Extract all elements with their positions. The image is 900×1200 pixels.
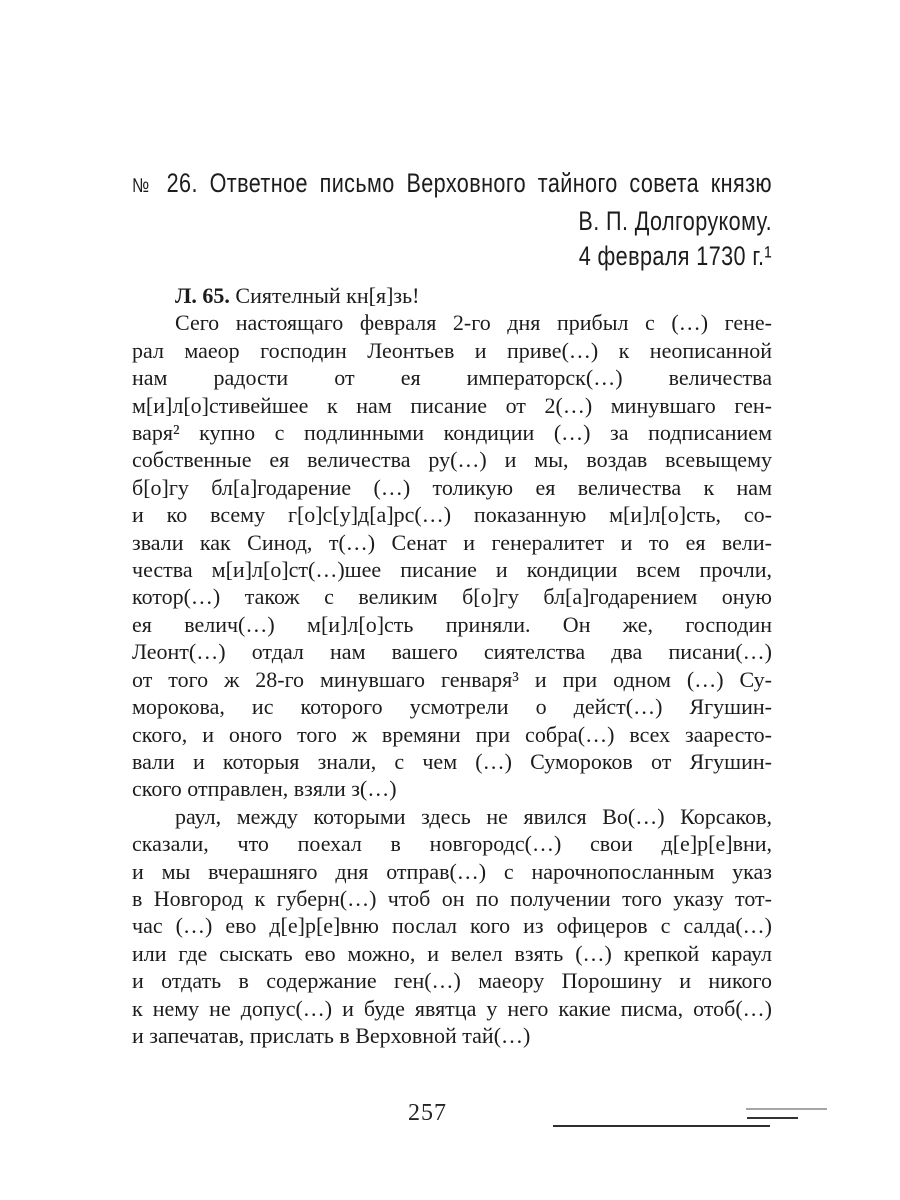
heading-line-1 [132, 166, 772, 204]
text-line: ского, и оного того ж времяни при собра(…) всех зааресто- [132, 721, 772, 747]
scan-artifact-rule-mid [747, 1117, 798, 1119]
heading-title-text: 26. Ответное письмо Верховного тайного совета князю [166, 168, 772, 198]
text-line: или где сыскать ево можно, и велел взять (…) крепкой караул [132, 940, 772, 966]
text-line: б[о]гу бл[а]годарение (…) толикую ея величества к нам [132, 474, 772, 500]
text-line: в Новгород к губерн(…) чтоб он по получении того указу тот- [132, 885, 772, 911]
leaf-number-label: Л. 65. [175, 283, 230, 308]
heading-line-3: 4 февраля 1730 г.¹ [578, 241, 772, 271]
text-line: сказали, что поехал в новгородс(…) свои д[е]р[е]вни, [132, 831, 772, 857]
scan-artifact-rule-gray [746, 1108, 827, 1110]
text-line: к нему не допус(…) и буде явятца у него какие писма, отоб(…) [132, 995, 772, 1021]
text-line: звали как Синод, т(…) Сенат и генералитет и то ея вели- [132, 529, 772, 555]
text-line: собственные ея величества ру(…) и мы, воздав всевыщему [132, 447, 772, 473]
document-body [132, 282, 772, 1049]
text-line: ея велич(…) м[и]л[о]сть приняли. Он же, господин [132, 611, 772, 637]
text-line: и отдать в содержание ген(…) маеору Порошину и никого [132, 968, 772, 994]
text-line: от того ж 28-го минувшаго генваря³ и при одном (…) Су- [132, 666, 772, 692]
text-line: вали и которыя знали, с чем (…) Сумороков от Ягушин- [132, 748, 772, 774]
text-line: варя² купно с подлинными кондиции (…) за подписанием [132, 420, 772, 446]
scan-artifact-rule-long [553, 1125, 770, 1127]
text-line: раул, между которыми здесь не явился Во(…) Корсаков, [175, 803, 772, 829]
salutation-text: Сиятелный кн[я]зь! [235, 283, 420, 308]
text-line: Сего настоящаго февраля 2-го дня прибыл с (…) гене- [175, 310, 772, 336]
text-line: чества м[и]л[о]ст(…)шее писание и кондиции всем прочли, [132, 557, 772, 583]
text-line: ского отправлен, взяли з(…) [132, 776, 397, 802]
text-line: рал маеор господин Леонтьев и приве(…) к неописанной [132, 337, 772, 363]
text-line: и ко всему г[о]с[у]д[а]рс(…) показанную м[и]л[о]сть, со- [132, 502, 772, 528]
text-line: м[и]л[о]стивейшее к нам писание от 2(…) минувшаго ген- [132, 392, 772, 418]
text-line: и мы вчерашняго дня отправ(…) с нарочнопосланным указ [132, 858, 772, 884]
text-line: час (…) ево д[е]р[е]вню послал кого из офицеров с салда(…) [132, 913, 772, 939]
text-line: Леонт(…) отдал нам вашего сиятелства два писани(…) [132, 639, 772, 665]
text-line: котор(…) також с великим б[о]гу бл[а]годарением оную [132, 584, 772, 610]
text-line: и запечатав, прислать в Верховной тай(…) [132, 1022, 531, 1048]
numero-sign: № [132, 175, 155, 197]
heading-line-2: В. П. Долгорукому. [578, 206, 772, 236]
text-line: нам радости от ея императорск(…) величества [132, 365, 772, 391]
document-heading [132, 166, 772, 274]
text-line: морокова, ис которого усмотрели о дейст(…) Ягушин- [132, 694, 772, 720]
page-number: 257 [408, 1100, 447, 1126]
salutation-line [132, 282, 772, 309]
